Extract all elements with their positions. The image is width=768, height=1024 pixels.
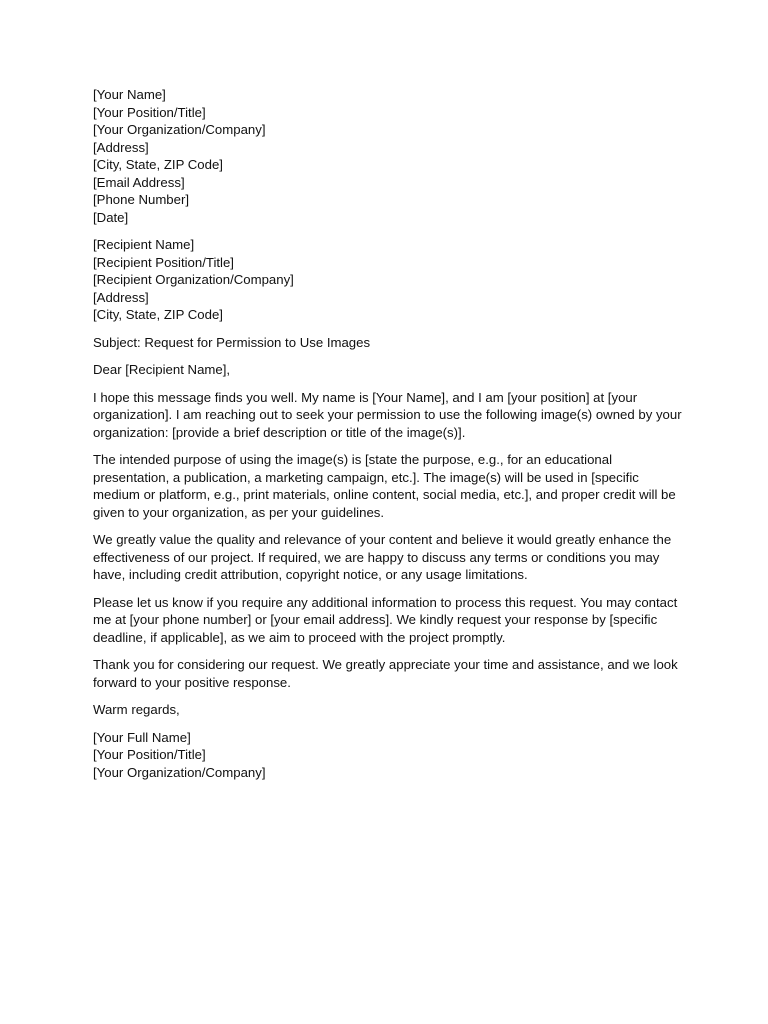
letter-date: [Date] [93,209,129,225]
sender-city-state-zip: [City, State, ZIP Code] [93,157,223,172]
sender-email: [Email Address] [93,174,185,190]
body-paragraph-thanks: Thank you for considering our request. We greatly appreciate your time and assistance, and we look forward to your positive response. [93,657,678,690]
body-paragraph-contact: Please let us know if you require any additional information to process this request. You may contact me at [your phone number] or [your email address]. We kindly request your response by [specific deadline, if applicable], as we aim to proceed with the project promptly. [93,594,678,645]
body-paragraph-intro: I hope this message finds you well. My name is [Your Name], and I am [your position] at [your organization]. I am reaching out to seek your permission to use the following image(s) owned by your organization: [provide a brief description or title of the image(s)]. [93,389,682,440]
body-paragraph-value: We greatly value the quality and relevance of your content and believe it would greatly enhance the effectiveness of our project. If required, we are happy to discuss any terms or conditions you may have, including credit attribution, copyright notice, or any usage limitations. [93,532,672,582]
salutation: Dear [Recipient Name], [93,362,231,377]
recipient-address-block [93,236,685,324]
sender-position: [Your Position/Title] [93,104,206,120]
subject-line: Subject: Request for Permission to Use Images [93,334,371,350]
sender-address-block [93,86,685,226]
sender-organization: [Your Organization/Company] [93,122,266,137]
body-paragraph-purpose: The intended purpose of using the image(s) is [state the purpose, e.g., for an educational presentation, a publication, a marketing campaign, etc.]. The image(s) will be used in [specific medium or platform, e.g., print materials, online content, social media, etc.], and proper credit will be given to your organization, as per your guidelines. [93,452,676,520]
recipient-address: [Address] [93,289,149,305]
recipient-name: [Recipient Name] [93,237,195,252]
signature-full-name: [Your Full Name] [93,729,191,745]
signature-organization: [Your Organization/Company] [93,764,266,780]
sender-name: [Your Name] [93,87,166,102]
letter-document [93,86,685,791]
recipient-position: [Recipient Position/Title] [93,254,234,270]
recipient-city-state-zip: [City, State, ZIP Code] [93,307,223,322]
sender-address: [Address] [93,139,149,155]
signature-position: [Your Position/Title] [93,747,206,762]
sender-phone: [Phone Number] [93,192,190,207]
closing: Warm regards, [93,702,180,717]
signature-block [93,729,685,782]
recipient-organization: [Recipient Organization/Company] [93,272,294,287]
